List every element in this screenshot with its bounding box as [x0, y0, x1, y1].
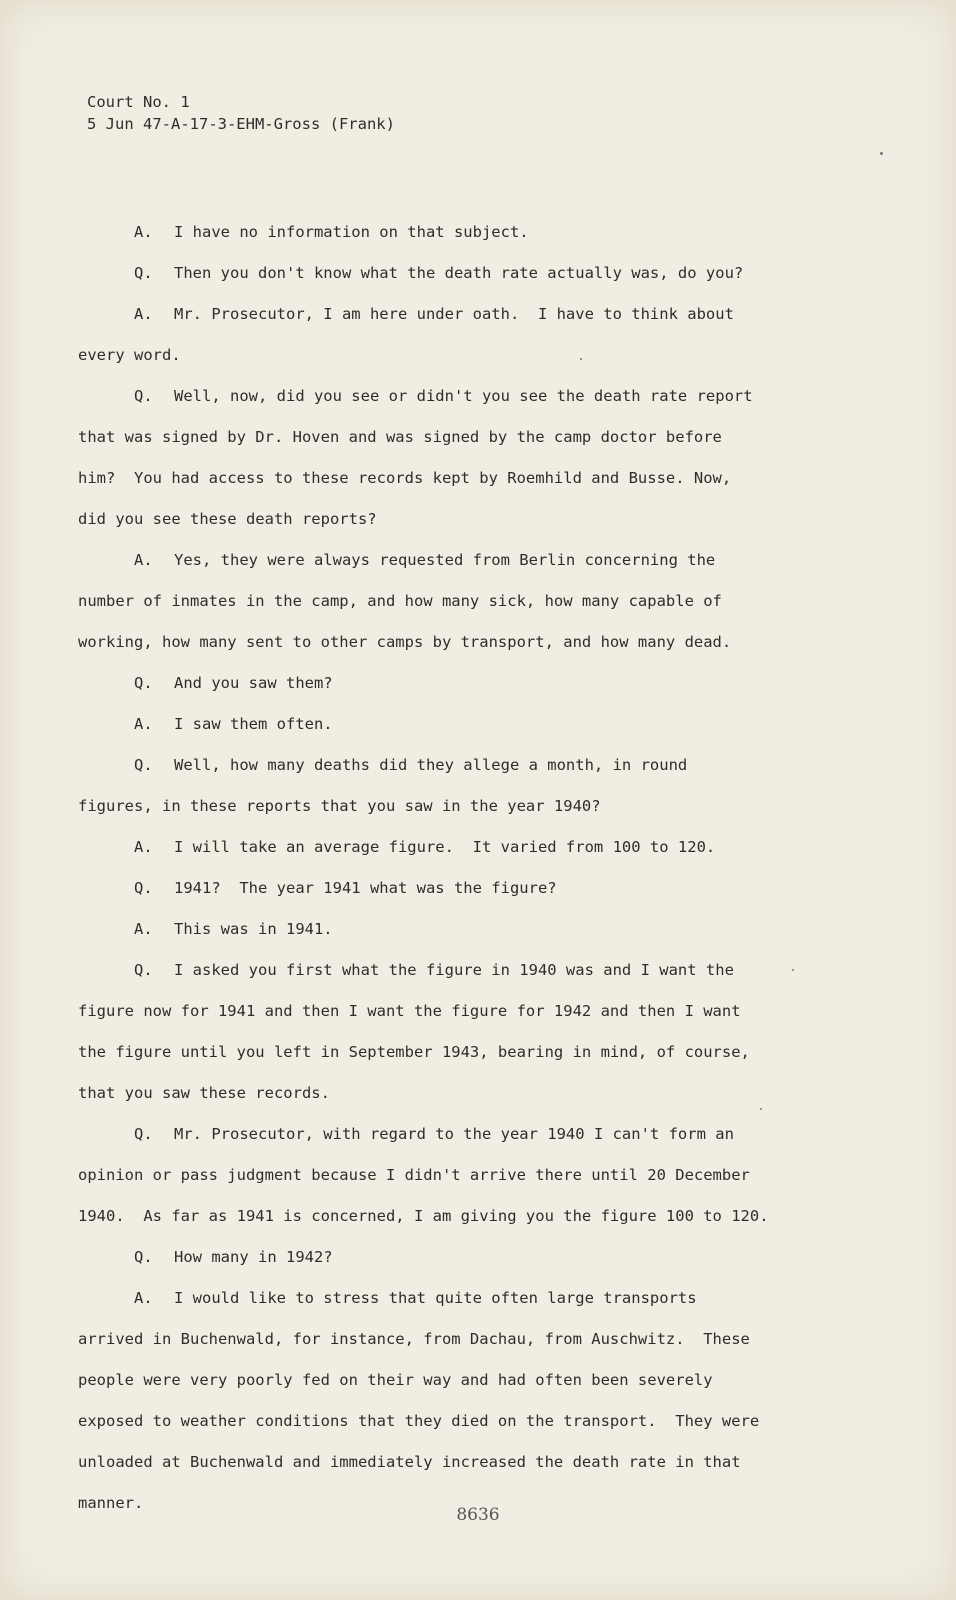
transcript-continuation-line: [78, 1401, 848, 1442]
speaker-label: A.: [134, 551, 153, 569]
line-text: arrived in Buchenwald, for instance, from Dachau, from Auschwitz. These: [78, 1330, 750, 1348]
speaker-label: Q.: [134, 1125, 153, 1143]
line-text: Then you don't know what the death rate actually was, do you?: [174, 264, 744, 282]
paper-speck: [760, 1108, 762, 1110]
speaker-label: A.: [134, 920, 153, 938]
transcript-speaker-line: [78, 253, 848, 294]
transcript-speaker-line: [78, 827, 848, 868]
line-text: 1940. As far as 1941 is concerned, I am giving you the figure 100 to 120.: [78, 1207, 769, 1225]
line-text: figure now for 1941 and then I want the figure for 1942 and then I want: [78, 1002, 741, 1020]
speaker-label: Q.: [134, 879, 153, 897]
line-text: Mr. Prosecutor, I am here under oath. I have to think about: [174, 305, 734, 323]
paper-speck: [880, 152, 883, 155]
speaker-label: Q.: [134, 1248, 153, 1266]
transcript-speaker-line: [78, 1237, 848, 1278]
transcript-speaker-line: [78, 294, 848, 335]
line-text: How many in 1942?: [174, 1248, 333, 1266]
transcript-speaker-line: [78, 1278, 848, 1319]
speaker-label: A.: [134, 223, 153, 241]
session-line: 5 Jun 47-A-17-3-EHM-Gross (Frank): [87, 115, 395, 133]
line-text: This was in 1941.: [174, 920, 333, 938]
line-text: the figure until you left in September 1943, bearing in mind, of course,: [78, 1043, 750, 1061]
line-text: that you saw these records.: [78, 1084, 330, 1102]
transcript-continuation-line: [78, 1360, 848, 1401]
line-text: I have no information on that subject.: [174, 223, 529, 241]
transcript-continuation-line: [78, 1442, 848, 1483]
transcript-continuation-line: [78, 991, 848, 1032]
transcript-continuation-line: [78, 458, 848, 499]
page-number: 8636: [456, 1505, 500, 1525]
line-text: exposed to weather conditions that they died on the transport. They were: [78, 1412, 760, 1430]
transcript-continuation-line: [78, 1073, 848, 1114]
transcript-speaker-line: [78, 909, 848, 950]
transcript-speaker-line: [78, 1114, 848, 1155]
transcript-speaker-line: [78, 704, 848, 745]
line-text: Mr. Prosecutor, with regard to the year 1940 I can't form an: [174, 1125, 734, 1143]
paper-speck: [792, 969, 794, 971]
transcript-speaker-line: [78, 745, 848, 786]
line-text: I saw them often.: [174, 715, 333, 733]
line-text: I will take an average figure. It varied from 100 to 120.: [174, 838, 716, 856]
line-text: him? You had access to these records kept by Roemhild and Busse. Now,: [78, 469, 732, 487]
line-text: manner.: [78, 1494, 144, 1512]
line-text: And you saw them?: [174, 674, 333, 692]
transcript-body: [78, 212, 848, 1524]
transcript-speaker-line: [78, 950, 848, 991]
speaker-label: Q.: [134, 387, 153, 405]
transcript-speaker-line: [78, 212, 848, 253]
line-text: 1941? The year 1941 what was the figure?: [174, 879, 557, 897]
line-text: Yes, they were always requested from Berlin concerning the: [174, 551, 716, 569]
line-text: I asked you first what the figure in 1940 was and I want the: [174, 961, 734, 979]
line-text: Well, how many deaths did they allege a month, in round: [174, 756, 688, 774]
line-text: I would like to stress that quite often large transports: [174, 1289, 697, 1307]
line-text: that was signed by Dr. Hoven and was signed by the camp doctor before: [78, 428, 722, 446]
transcript-speaker-line: [78, 540, 848, 581]
document-header: [87, 91, 395, 135]
line-text: figures, in these reports that you saw in the year 1940?: [78, 797, 601, 815]
line-text: every word.: [78, 346, 181, 364]
line-text: Well, now, did you see or didn't you see the death rate report: [174, 387, 753, 405]
line-text: number of inmates in the camp, and how many sick, how many capable of: [78, 592, 722, 610]
speaker-label: Q.: [134, 756, 153, 774]
speaker-label: A.: [134, 305, 153, 323]
transcript-continuation-line: [78, 335, 848, 376]
court-line: Court No. 1: [87, 93, 190, 111]
transcript-continuation-line: [78, 581, 848, 622]
transcript-continuation-line: [78, 1319, 848, 1360]
transcript-continuation-line: [78, 417, 848, 458]
speaker-label: Q.: [134, 961, 153, 979]
line-text: opinion or pass judgment because I didn't arrive there until 20 December: [78, 1166, 750, 1184]
speaker-label: A.: [134, 838, 153, 856]
transcript-speaker-line: [78, 663, 848, 704]
line-text: did you see these death reports?: [78, 510, 377, 528]
line-text: unloaded at Buchenwald and immediately increased the death rate in that: [78, 1453, 741, 1471]
transcript-continuation-line: [78, 786, 848, 827]
transcript-continuation-line: [78, 622, 848, 663]
line-text: people were very poorly fed on their way and had often been severely: [78, 1371, 713, 1389]
speaker-label: Q.: [134, 264, 153, 282]
transcript-continuation-line: [78, 1032, 848, 1073]
speaker-label: Q.: [134, 674, 153, 692]
paper-speck: [580, 358, 582, 360]
speaker-label: A.: [134, 1289, 153, 1307]
speaker-label: A.: [134, 715, 153, 733]
transcript-continuation-line: [78, 499, 848, 540]
transcript-speaker-line: [78, 376, 848, 417]
line-text: working, how many sent to other camps by transport, and how many dead.: [78, 633, 732, 651]
transcript-speaker-line: [78, 868, 848, 909]
transcript-continuation-line: [78, 1196, 848, 1237]
transcript-continuation-line: [78, 1155, 848, 1196]
